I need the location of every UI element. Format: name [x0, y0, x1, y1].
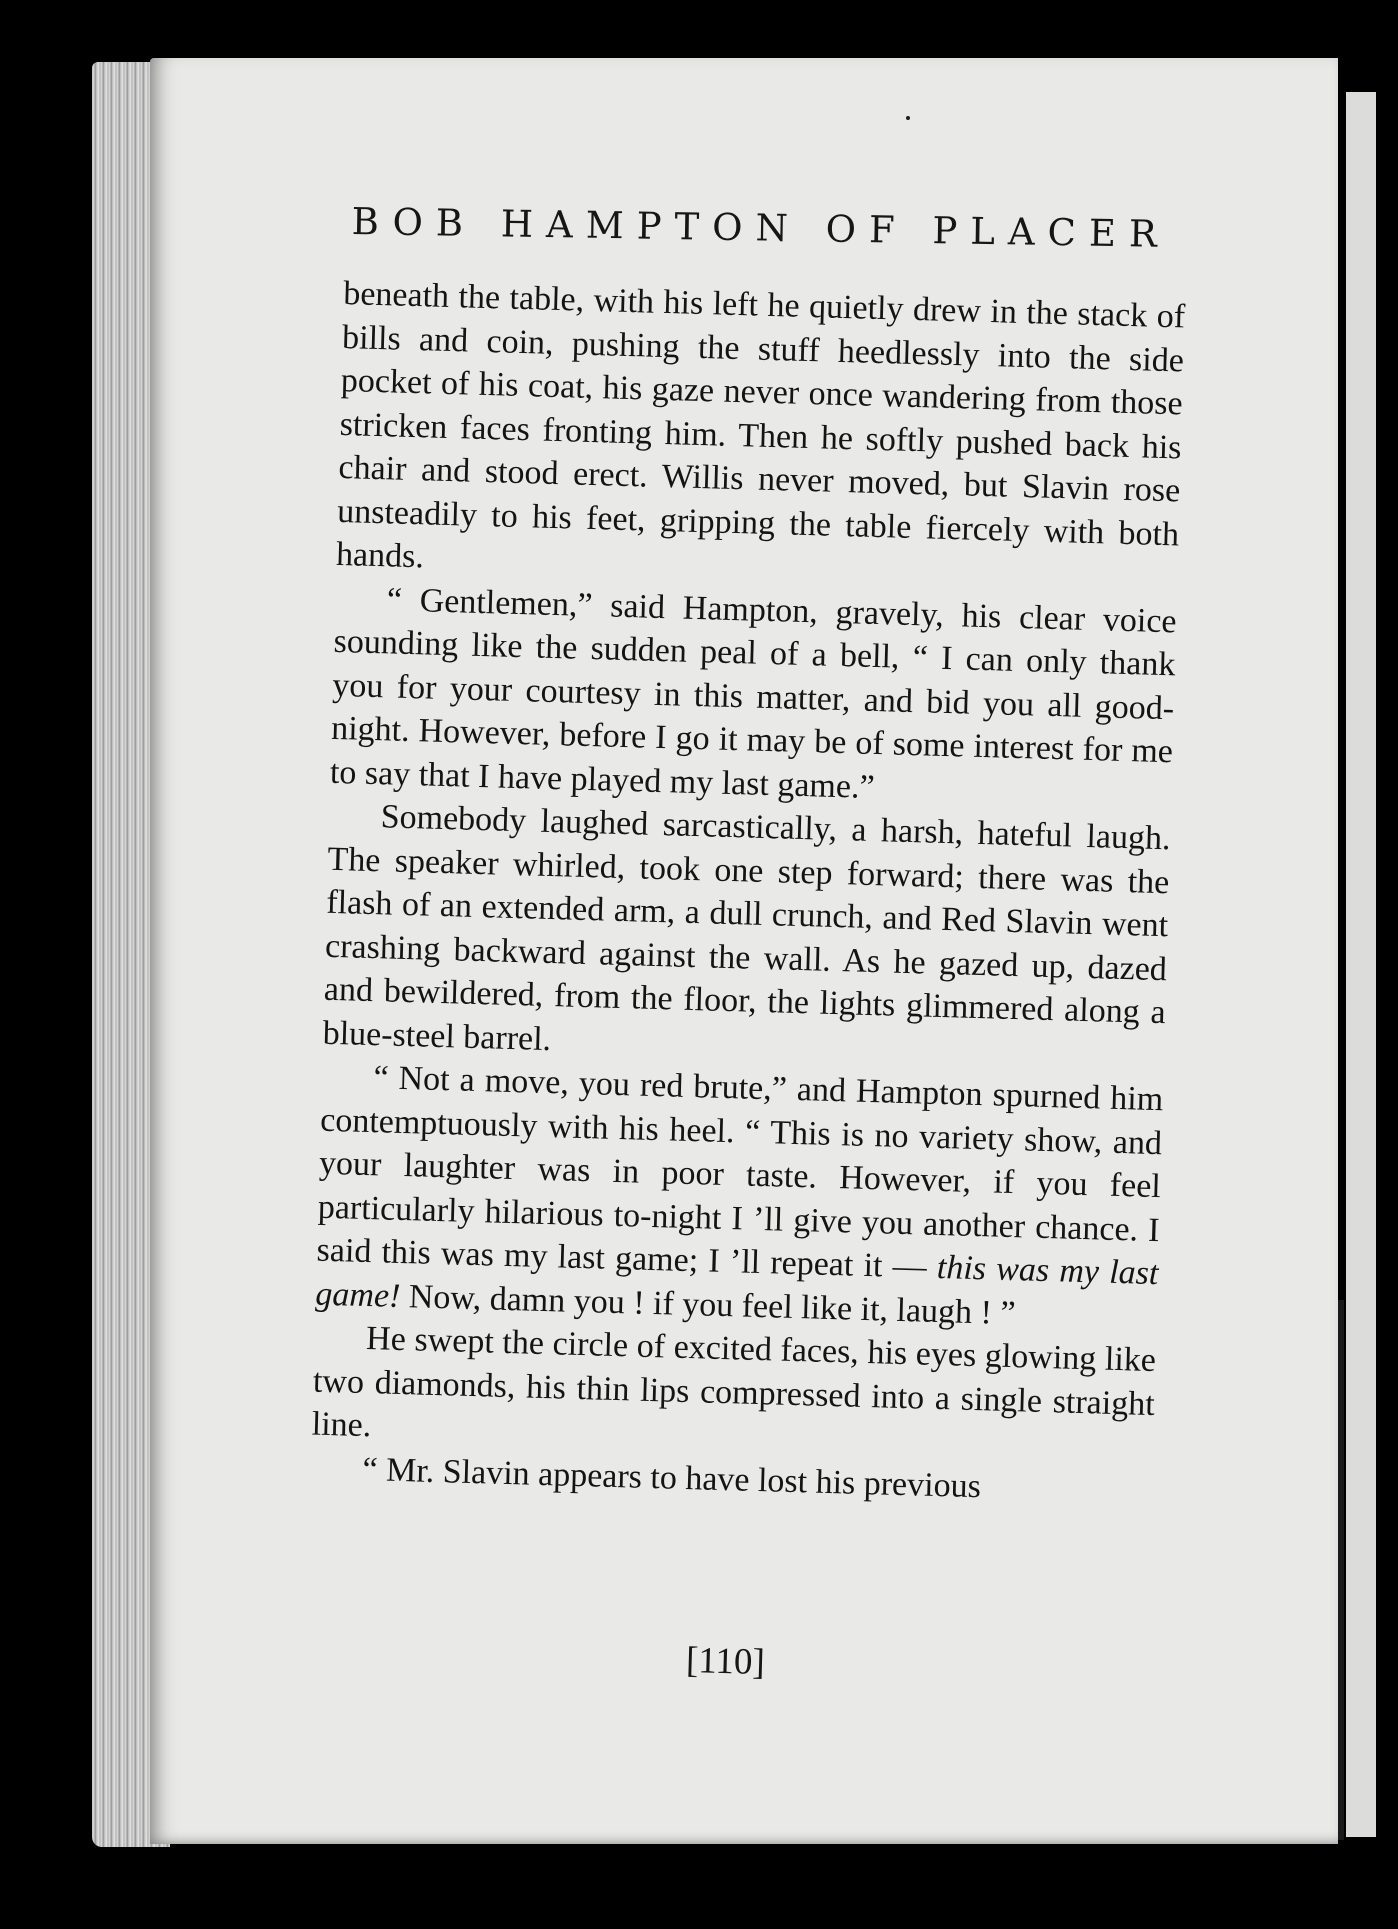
- paragraph-3: [322, 794, 1171, 1078]
- dust-speck: [906, 116, 910, 120]
- text-segment: “ Not a move, you red brute,” and Hampton spurned him contemptuously with his heel. “ This is no variety show, and your laughter was in poor taste. However, if you feel particularly hilarious to-night I ’ll give you another chance. I said this was my last game; I ’ll repeat it —: [316, 1059, 1164, 1286]
- text-segment: He swept the circle of excited faces, his eyes glowing like two diamonds, his thin lips compressed into a single straight line.: [311, 1320, 1157, 1445]
- next-page-sliver: [1346, 92, 1376, 1837]
- page-number: [110]: [685, 1639, 766, 1684]
- running-head: BOB HAMPTON OF PLACER: [351, 200, 1171, 256]
- text-segment: “ Mr. Slavin appears to have lost his previous: [362, 1450, 982, 1505]
- text-segment: Somebody laughed sarcastically, a harsh, hateful laugh. The speaker whirled, took one step forward; there was the flash of an extended arm, a dull crunch, and Red Slavin went crashing backward against the wall. As he gazed up, dazed and bewildered, from the floor, the lights glimmered along a blue-steel barrel.: [322, 798, 1172, 1058]
- paragraph-4: [315, 1055, 1164, 1339]
- paragraph-2: [329, 576, 1177, 817]
- text-segment: Now, damn you ! if you feel like it, laugh ! ”: [399, 1277, 1016, 1332]
- paragraph-1: [335, 272, 1185, 600]
- text-segment: “ Gentlemen,” said Hampton, gravely, his clear voice sounding like the sudden peal of a bell, “ I can only thank you for your courtesy in this matter, and bid you all good-night. However, before I go it may be of some interest for me to say that I have played my last game.”: [329, 580, 1178, 806]
- text-segment: beneath the table, with his left he quietly drew in the stack of bills and coin, pushing the stuff heedlessly into the side pocket of his coat, his gaze never once wandering from those stricken faces fronting him. Then he softly pushed back his chair and stood erect. Willis never moved, but Slavin rose unsteadily to his feet, gripping the table fiercely with both hands.: [335, 274, 1186, 576]
- italic-segment: this was my last game!: [314, 1248, 1159, 1315]
- page-text: [310, 272, 1186, 1513]
- paragraph-5: [311, 1316, 1156, 1470]
